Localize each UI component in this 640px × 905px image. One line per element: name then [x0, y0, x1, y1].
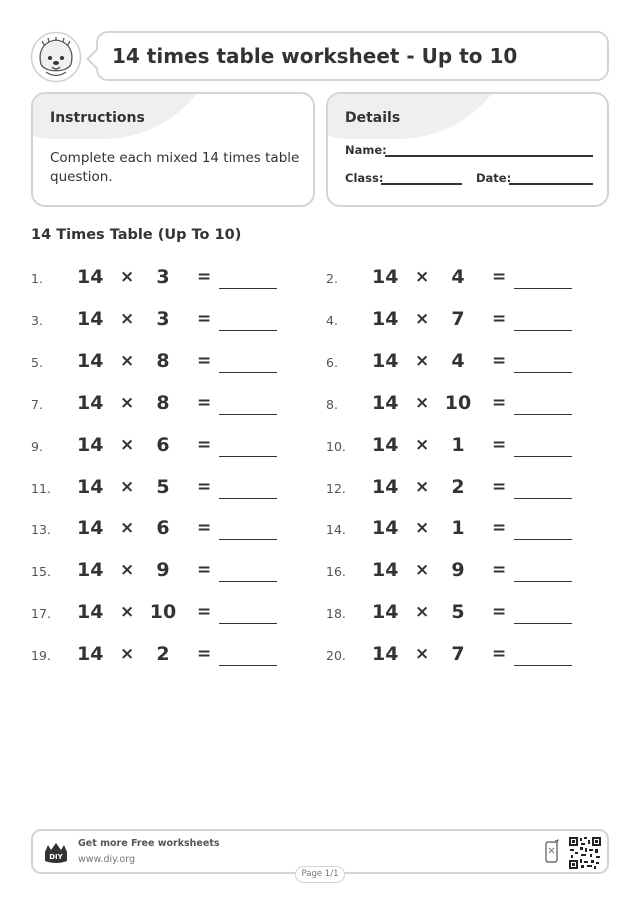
multiplicand: 14: [77, 643, 104, 666]
answer-blank[interactable]: [219, 372, 277, 373]
question-number: 20.: [326, 648, 346, 664]
multiplicand: 14: [77, 391, 104, 414]
question-item: [326, 260, 586, 290]
multiplicand: 14: [372, 601, 399, 624]
question-number: 5.: [31, 354, 43, 370]
multiplicand: 14: [372, 643, 399, 666]
equals-sign: =: [197, 434, 212, 455]
answer-blank[interactable]: [514, 539, 572, 540]
equals-sign: =: [197, 308, 212, 329]
title-banner: [96, 31, 609, 81]
equals-sign: =: [197, 602, 212, 623]
question-item: [31, 637, 291, 667]
multiplicand: 14: [77, 559, 104, 582]
question-item: [326, 302, 586, 332]
multiply-sign: ×: [415, 350, 430, 371]
multiply-sign: ×: [120, 518, 135, 539]
answer-blank[interactable]: [219, 665, 277, 666]
multiplicand: 14: [77, 266, 104, 288]
question-number: 16.: [326, 564, 346, 580]
question-number: 15.: [31, 564, 51, 580]
equals-sign: =: [492, 602, 507, 623]
multiply-sign: ×: [415, 560, 430, 581]
multiply-sign: ×: [120, 392, 135, 413]
answer-blank[interactable]: [514, 665, 572, 666]
question-item: [31, 386, 291, 416]
multiplicand: 14: [372, 349, 399, 372]
equals-sign: =: [492, 350, 507, 371]
multiplicand: 14: [372, 433, 399, 456]
question-number: 1.: [31, 271, 43, 286]
multiplicand: 14: [372, 266, 399, 288]
answer-blank[interactable]: [219, 498, 277, 499]
question-item: [31, 260, 291, 290]
answer-blank[interactable]: [219, 330, 277, 331]
equals-sign: =: [492, 392, 507, 413]
answer-blank[interactable]: [514, 372, 572, 373]
multiply-sign: ×: [415, 602, 430, 623]
equals-sign: =: [197, 518, 212, 539]
multiply-sign: ×: [120, 476, 135, 497]
multiply-sign: ×: [120, 602, 135, 623]
diy-logo-text: DIY: [49, 853, 63, 861]
question-item: [326, 553, 586, 583]
answer-blank[interactable]: [219, 623, 277, 624]
answer-blank[interactable]: [514, 623, 572, 624]
diy-logo-icon: [43, 842, 69, 864]
question-number: 17.: [31, 606, 51, 622]
instructions-card: [31, 92, 315, 207]
multiply-sign: ×: [120, 308, 135, 329]
class-field[interactable]: [381, 183, 462, 185]
footer-promo-text: Get more Free worksheets: [78, 838, 220, 849]
equals-sign: =: [197, 560, 212, 581]
question-item: [31, 470, 291, 500]
equals-sign: =: [197, 350, 212, 371]
answer-blank[interactable]: [514, 456, 572, 457]
equals-sign: =: [492, 476, 507, 497]
multiply-sign: ×: [415, 518, 430, 539]
question-number: 11.: [31, 480, 51, 496]
question-number: 7.: [31, 396, 43, 412]
answer-blank[interactable]: [514, 581, 572, 582]
footer-website-link[interactable]: www.diy.org: [78, 854, 135, 865]
multiplier: 8: [156, 391, 170, 414]
equals-sign: =: [492, 518, 507, 539]
multiply-sign: ×: [120, 434, 135, 455]
multiplier: 9: [156, 559, 170, 582]
section-title: 14 Times Table (Up To 10): [31, 227, 242, 243]
question-number: 2.: [326, 271, 338, 286]
equals-sign: =: [197, 476, 212, 497]
answer-blank[interactable]: [514, 498, 572, 499]
multiply-sign: ×: [120, 560, 135, 581]
multiplier: 4: [451, 349, 465, 372]
question-number: 6.: [326, 354, 338, 370]
instructions-heading: Instructions: [50, 110, 145, 126]
details-heading: Details: [345, 110, 401, 126]
question-item: [326, 511, 586, 541]
equals-sign: =: [492, 560, 507, 581]
answer-blank[interactable]: [219, 581, 277, 582]
question-item: [326, 428, 586, 458]
multiplier: 5: [156, 475, 170, 498]
qr-code-icon[interactable]: [569, 837, 601, 869]
multiplicand: 14: [77, 517, 104, 540]
multiplicand: 14: [372, 391, 399, 414]
equals-sign: =: [197, 392, 212, 413]
question-number: 9.: [31, 438, 43, 454]
multiplicand: 14: [77, 433, 104, 456]
answer-blank[interactable]: [219, 414, 277, 415]
question-number: 12.: [326, 480, 346, 496]
multiply-sign: ×: [415, 476, 430, 497]
multiplicand: 14: [372, 475, 399, 498]
multiplier: 6: [156, 433, 170, 456]
question-item: [326, 637, 586, 667]
question-item: [31, 511, 291, 541]
name-label: Name:: [345, 143, 387, 157]
name-field[interactable]: [385, 155, 593, 157]
multiply-sign: ×: [120, 644, 135, 665]
multiplier: 5: [451, 601, 465, 624]
question-item: [31, 553, 291, 583]
multiply-sign: ×: [415, 308, 430, 329]
multiplier: 3: [156, 307, 170, 330]
question-number: 13.: [31, 522, 51, 538]
multiplier: 3: [156, 266, 170, 288]
multiplicand: 14: [77, 307, 104, 330]
mascot-icon: [30, 31, 82, 83]
question-number: 14.: [326, 522, 346, 538]
multiplicand: 14: [77, 349, 104, 372]
equals-sign: =: [492, 308, 507, 329]
equals-sign: =: [197, 644, 212, 665]
question-item: [31, 428, 291, 458]
equals-sign: =: [197, 267, 212, 287]
question-number: 19.: [31, 648, 51, 664]
multiplier: 7: [451, 643, 465, 666]
instructions-text: Complete each mixed 14 times table question.: [50, 150, 300, 185]
multiplicand: 14: [77, 475, 104, 498]
phone-icon: [545, 839, 559, 863]
answer-blank[interactable]: [219, 539, 277, 540]
question-item: [326, 470, 586, 500]
date-field[interactable]: [509, 183, 593, 185]
question-item: [31, 595, 291, 625]
question-item: [326, 386, 586, 416]
equals-sign: =: [492, 267, 507, 287]
question-item: [326, 344, 586, 374]
multiplicand: 14: [77, 601, 104, 624]
multiplier: 6: [156, 517, 170, 540]
multiplier: 1: [451, 517, 465, 540]
multiplier: 1: [451, 433, 465, 456]
multiplier: 9: [451, 559, 465, 582]
multiply-sign: ×: [415, 644, 430, 665]
page-title: 14 times table worksheet - Up to 10: [112, 44, 518, 68]
date-label: Date:: [476, 171, 512, 185]
multiplier: 10: [149, 601, 177, 624]
multiplier: 8: [156, 349, 170, 372]
page-indicator: Page 1/1: [295, 866, 345, 883]
multiplicand: 14: [372, 517, 399, 540]
multiplier: 10: [444, 391, 472, 414]
multiplier: 4: [451, 266, 465, 288]
answer-blank[interactable]: [219, 456, 277, 457]
multiplier: 7: [451, 307, 465, 330]
question-item: [326, 595, 586, 625]
question-item: [31, 344, 291, 374]
multiply-sign: ×: [415, 267, 430, 287]
details-card: [326, 92, 609, 207]
question-number: 4.: [326, 312, 338, 328]
multiply-sign: ×: [120, 350, 135, 371]
multiply-sign: ×: [415, 392, 430, 413]
answer-blank[interactable]: [219, 288, 277, 289]
question-number: 18.: [326, 606, 346, 622]
multiplier: 2: [156, 643, 170, 666]
equals-sign: =: [492, 434, 507, 455]
class-label: Class:: [345, 171, 384, 185]
multiplicand: 14: [372, 307, 399, 330]
answer-blank[interactable]: [514, 414, 572, 415]
question-number: 10.: [326, 438, 346, 454]
multiplicand: 14: [372, 559, 399, 582]
answer-blank[interactable]: [514, 330, 572, 331]
multiply-sign: ×: [120, 267, 135, 287]
question-item: [31, 302, 291, 332]
multiplier: 2: [451, 475, 465, 498]
multiply-sign: ×: [415, 434, 430, 455]
equals-sign: =: [492, 644, 507, 665]
question-number: 3.: [31, 312, 43, 328]
question-number: 8.: [326, 396, 338, 412]
answer-blank[interactable]: [514, 288, 572, 289]
